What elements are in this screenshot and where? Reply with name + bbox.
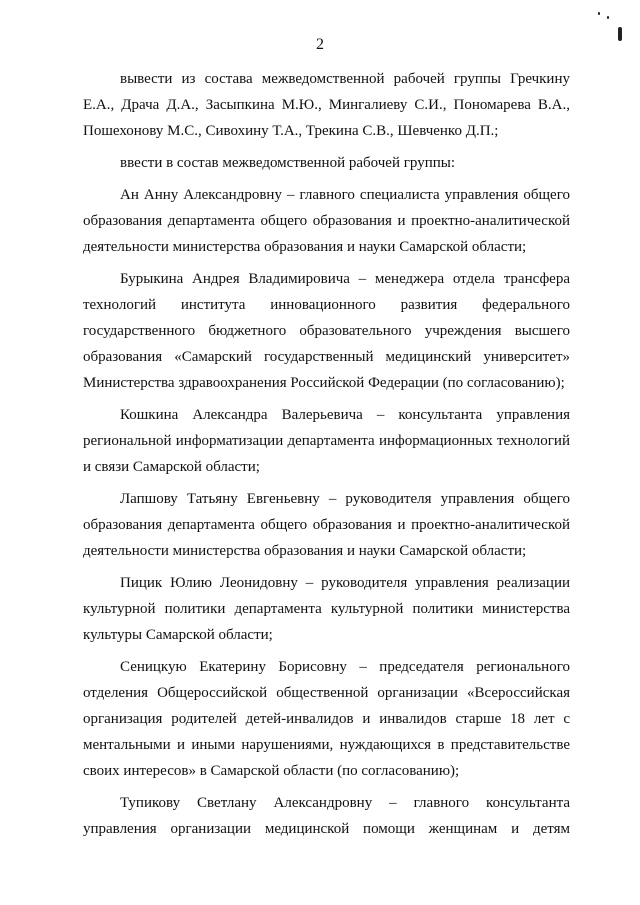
- paragraph-add-members-intro: ввести в состав межведомственной рабочей группы:: [120, 155, 455, 171]
- paragraph-member-burykin: Бурыкина Андрея Владимировича – менеджера отдела трансфера технологий института инновационного развития федерального государственного бюджетного образовательного учреждения высшего образования «Самарский государственный медицинский университет» Министерства здравоохранения Российской Федерации (по согласованию);: [83, 271, 570, 391]
- document-body: [83, 66, 570, 842]
- paragraph-member-pitsik: Пицик Юлию Леонидовну – руководителя управления реализации культурной политики департамента культурной политики министерства культуры Самарской области;: [83, 575, 570, 643]
- paragraph-member-senitskaya: Сеницкую Екатерину Борисовну – председателя регионального отделения Общероссийской общественной организации «Всероссийская организация родителей детей-инвалидов и инвалидов старше 18 лет с ментальными и иными нарушениями, нуждающихся в представительстве своих интересов» в Самарской области (по согласованию);: [83, 659, 570, 779]
- paragraph-member-tupikova: Тупикову Светлану Александровну – главного консультанта управления организации медицинской помощи женщинам и детям: [83, 795, 570, 837]
- paragraph-member-lapshova: Лапшову Татьяну Евгеньевну – руководителя управления общего образования департамента общего образования и проектно-аналитической деятельности министерства образования и науки Самарской области;: [83, 491, 570, 559]
- scan-speck: [598, 12, 600, 15]
- paragraph-member-an: Ан Анну Александровну – главного специалиста управления общего образования департамента общего образования и проектно-аналитической деятельности министерства образования и науки Самарской области;: [83, 187, 570, 255]
- page-number: 2: [316, 36, 324, 53]
- scan-speck: [607, 16, 609, 19]
- paragraph-member-koshkin: Кошкина Александра Валерьевича – консультанта управления региональной информатизации департамента информационных технологий и связи Самарской области;: [83, 407, 570, 475]
- paragraph-remove-members: вывести из состава межведомственной рабочей группы Гречкину Е.А., Драча Д.А., Засыпкина М.Ю., Мингалиеву С.И., Пономарева В.А., Пошехонову М.С., Сивохину Т.А., Трекина С.В., Шевченко Д.П.;: [83, 71, 570, 139]
